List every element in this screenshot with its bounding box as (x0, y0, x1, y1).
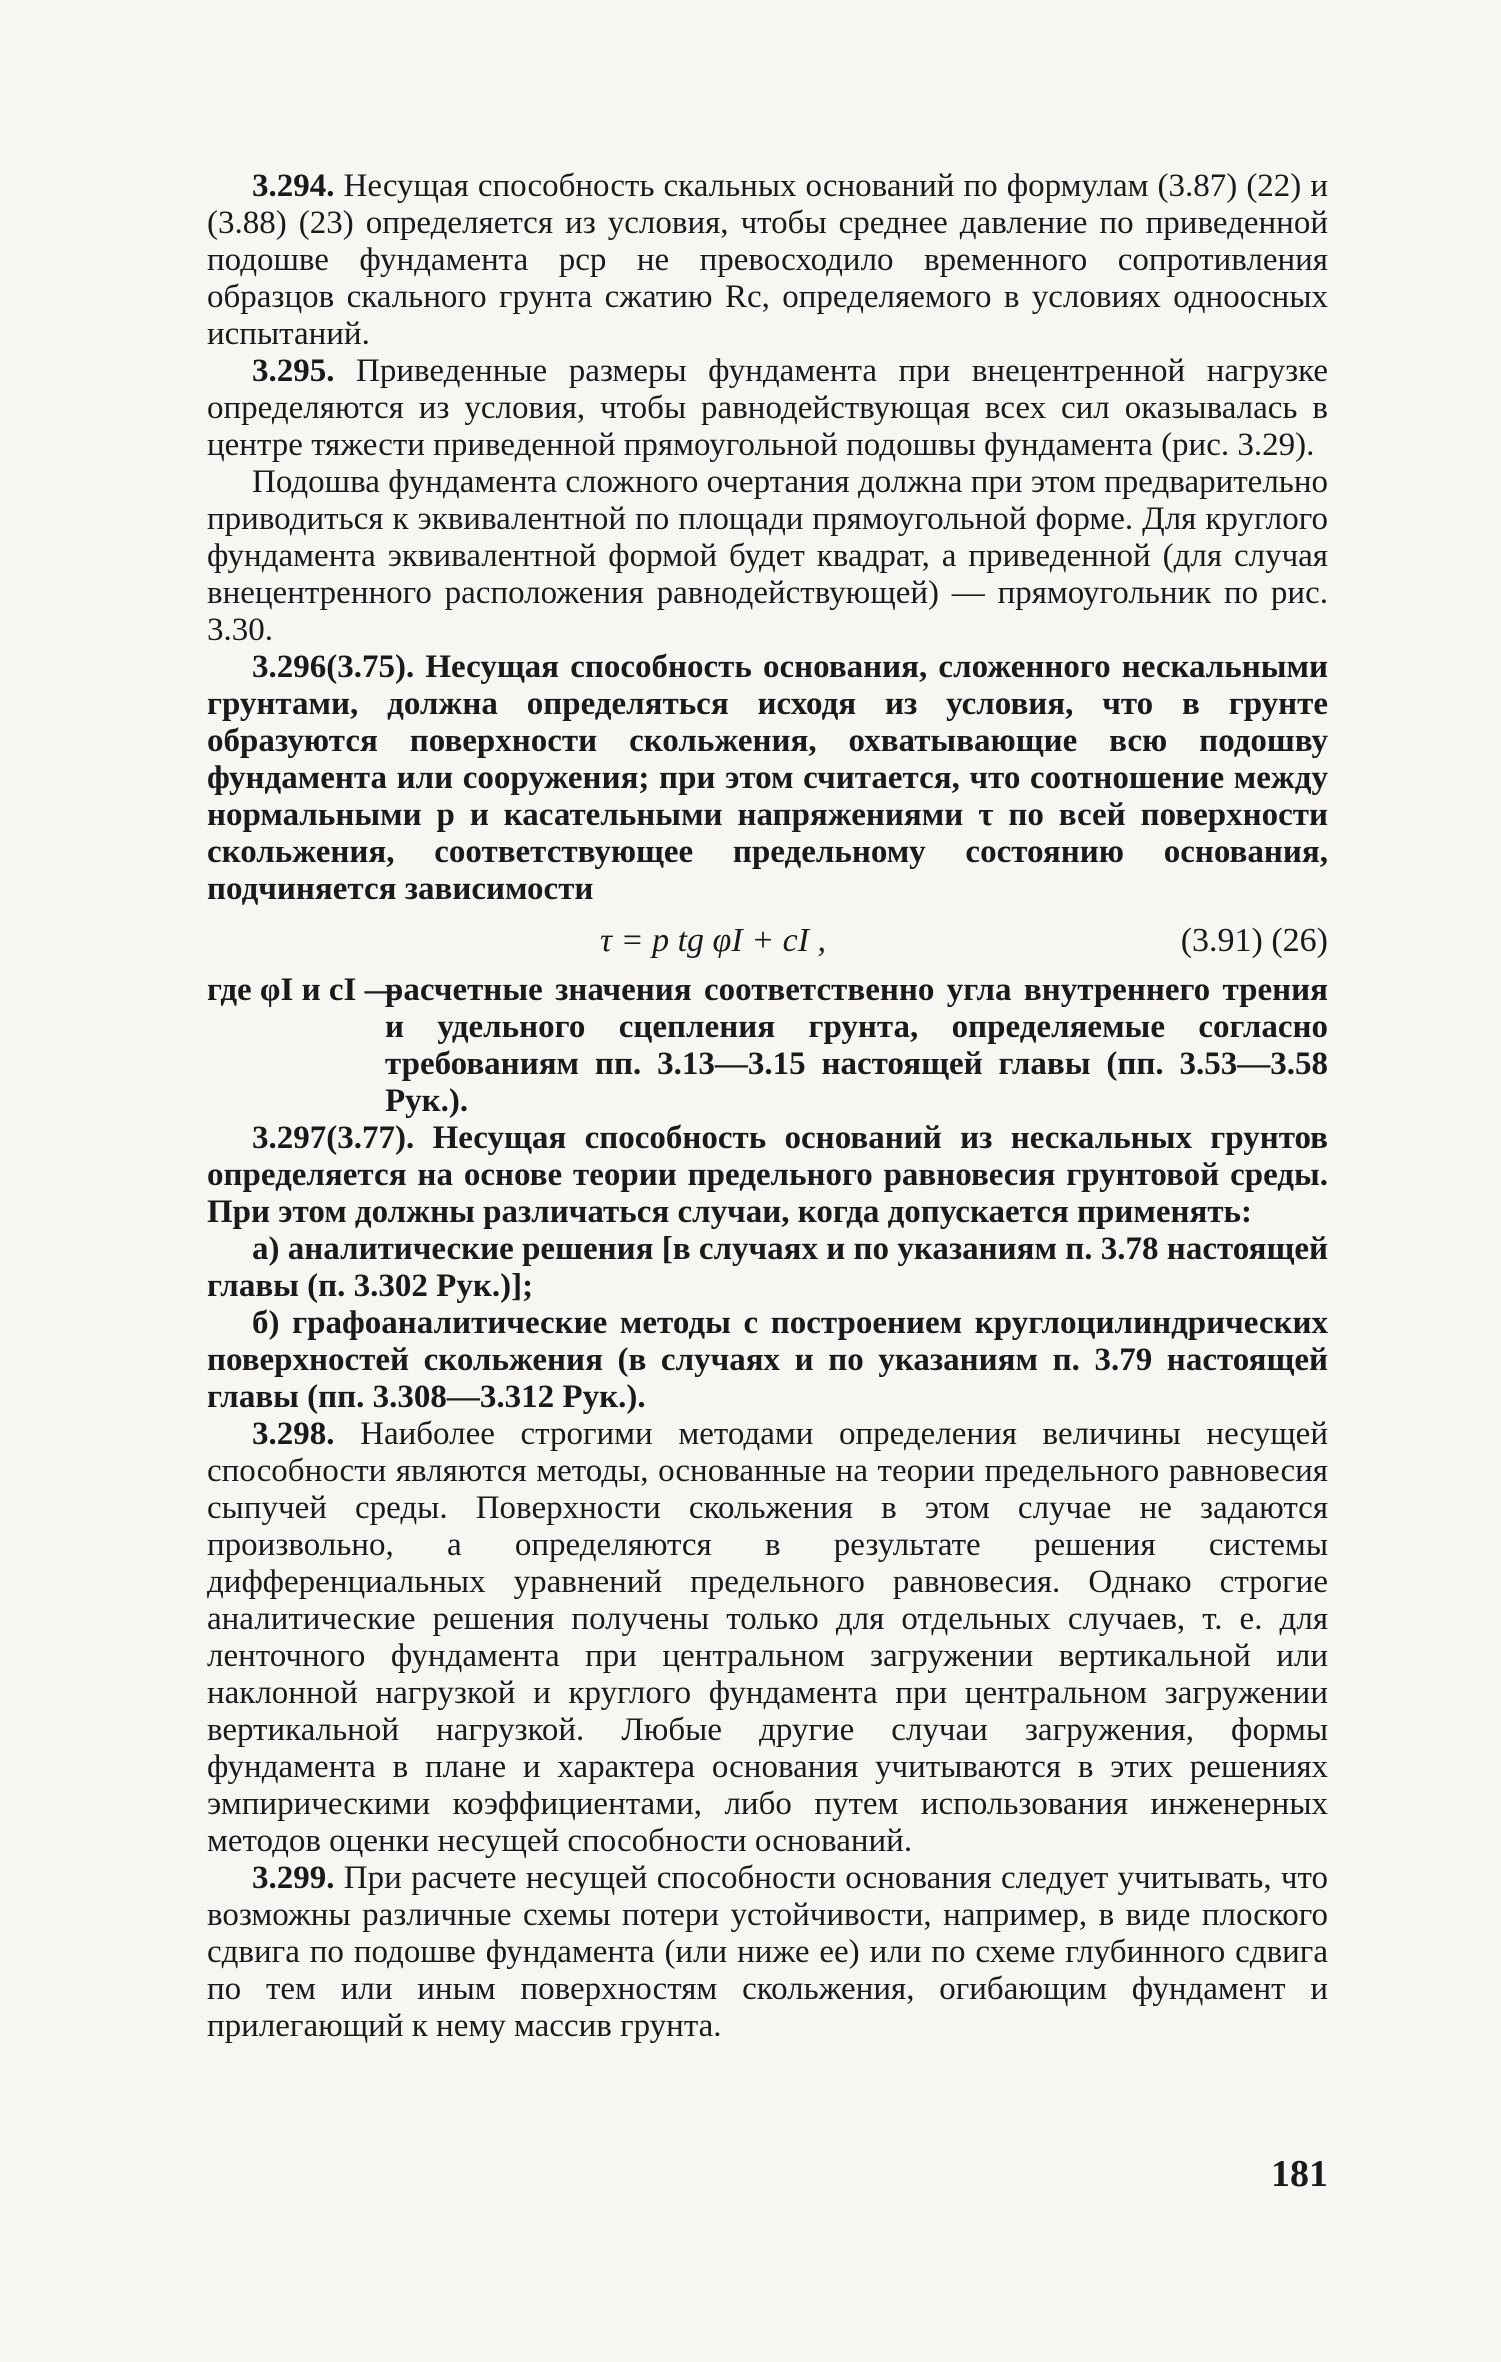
equation-number: (3.91) (26) (1180, 922, 1328, 959)
paragraph-text: Несущая способность основания, сложенного нескальными грунтами, должна определяться исходя из условия, что в грунте образуются поверхности скольжения, охватывающие всю подошву фундамента или сооружения; при этом считается, что соотношение между нормальными p и касательными напряжениями τ по всей поверхности скольжения, соответствующее предельному состоянию основания, подчиняется зависимости (207, 649, 1328, 907)
legend-text: расчетные значения соответственно угла внутреннего трения и удельного сцепления грунта, определяемые согласно требованиям пп. 3.13—3.15 настоящей главы (пп. 3.53—3.58 Рук.). (385, 972, 1328, 1119)
paragraph-3-295 (207, 353, 1328, 464)
paragraph-number: 3.296(3.75). (252, 649, 415, 685)
paragraph-3-296 (207, 649, 1328, 908)
paragraph-text: Несущая способность скальных оснований по формулам (3.87) (22) и (3.88) (23) определяется из условия, чтобы среднее давление по приведенной подошве фундамента pср не превосходило временного сопротивления образцов скального грунта сжатию Rс, определяемого в условиях одноосных испытаний. (207, 168, 1328, 352)
paragraph-3-295-continued (207, 464, 1328, 649)
paragraph-text: Подошва фундамента сложного очертания должна при этом предварительно приводиться к эквивалентной по площади прямоугольной форме. Для круглого фундамента эквивалентной формой будет квадрат, а приведенной (для случая внецентренного расположения равнодействующей) — прямоугольник по рис. 3.30. (207, 464, 1328, 648)
paragraph-number: 3.297(3.77). (252, 1120, 415, 1156)
paragraph-text: Наиболее строгими методами определения величины несущей способности являются методы, основанные на теории предельного равновесия сыпучей среды. Поверхности скольжения в этом случае не задаются произвольно, а определяются в результате решения системы дифференциальных уравнений предельного равновесия. Однако строгие аналитические решения получены только для отдельных случаев, т. е. для ленточного фундамента при центральном загружении вертикальной или наклонной нагрузкой и круглого фундамента при центральном загружении вертикальной нагрузкой. Любые другие случаи загружения, формы фундамента в плане и характера основания учитываются в этих решениях эмпирическими коэффициентами, либо путем использования инженерных методов оценки несущей способности оснований. (207, 1416, 1328, 1859)
paragraph-3-299 (207, 1860, 1328, 2045)
paragraph-text: Несущая способность оснований из нескальных грунтов определяется на основе теории предельного равновесия грунтовой среды. При этом должны различаться случаи, когда допускается применять: (207, 1120, 1328, 1230)
list-item-text: б) графоаналитические методы с построением круглоцилиндрических поверхностей скольжения (в случаях и по указаниям п. 3.79 настоящей главы (пп. 3.308—3.312 Рук.). (207, 1305, 1328, 1415)
paragraph-number: 3.299. (252, 1860, 335, 1896)
paragraph-number: 3.298. (252, 1416, 335, 1452)
paragraph-3-298 (207, 1416, 1328, 1860)
formula-3-91 (207, 916, 1328, 966)
list-item-b (207, 1305, 1328, 1416)
paragraph-number: 3.295. (252, 353, 335, 389)
formula-legend (207, 972, 1328, 1120)
page-number: 181 (1271, 2153, 1328, 2195)
paragraph-number: 3.294. (252, 168, 335, 204)
paragraph-text: При расчете несущей способности основания следует учитывать, что возможны различные схемы потери устойчивости, например, в виде плоского сдвига по подошве фундамента (или ниже ее) или по схеме глубинного сдвига по тем или иным поверхностям скольжения, огибающим фундамент и прилегающий к нему массив грунта. (207, 1860, 1328, 2044)
list-item-text: а) аналитические решения [в случаях и по указаниям п. 3.78 настоящей главы (п. 3.302 Рук.)]; (207, 1231, 1328, 1304)
legend-symbols: где φI и cI — (207, 972, 398, 1008)
list-item-a (207, 1231, 1328, 1305)
paragraph-3-297 (207, 1120, 1328, 1231)
paragraph-3-294 (207, 168, 1328, 353)
paragraph-text: Приведенные размеры фундамента при внецентренной нагрузке определяются из условия, чтобы равнодействующая всех сил оказывалась в центре тяжести приведенной прямоугольной подошвы фундамента (рис. 3.29). (207, 353, 1328, 463)
formula-expression: τ = p tg φI + cI , (600, 922, 827, 959)
